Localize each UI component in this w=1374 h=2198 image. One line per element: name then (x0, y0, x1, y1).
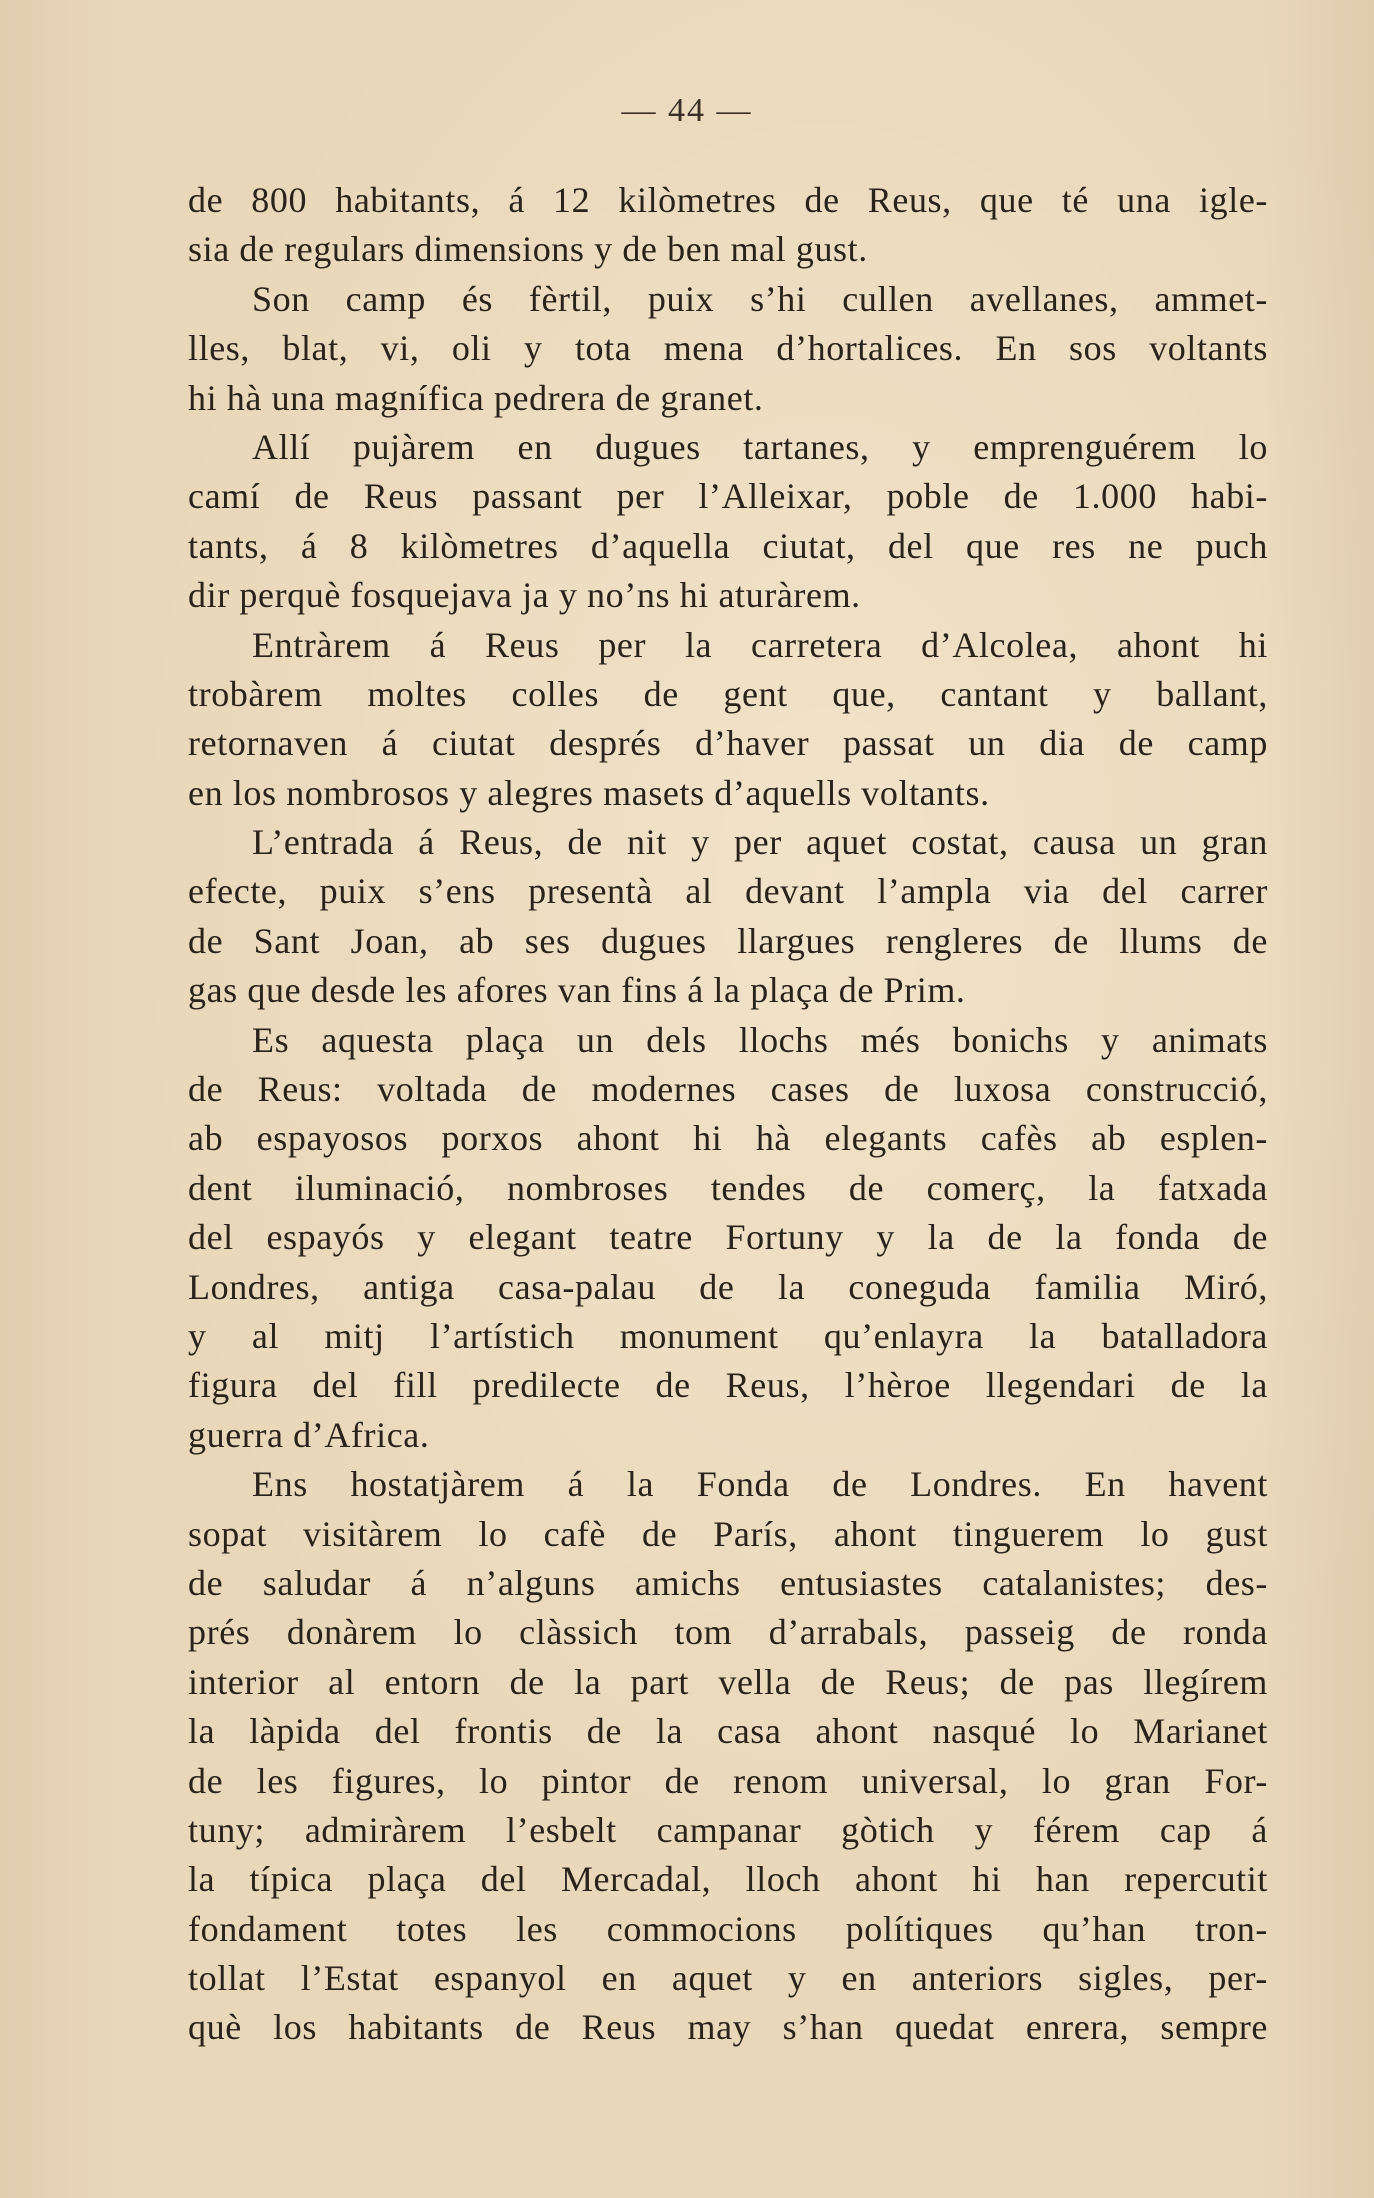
text-line: de les figures, lo pintor de renom universal, lo gran For- (188, 1760, 1268, 1801)
text-line: sia de regulars dimensions y de ben mal gust. (188, 229, 868, 270)
text-line: L’entrada á Reus, de nit y per aquet costat, causa un gran (252, 822, 1268, 863)
text-line: guerra d’Africa. (188, 1414, 430, 1455)
text-line: tollat l’Estat espanyol en aquet y en anteriors sigles, per- (188, 1958, 1268, 1999)
text-line: hi hà una magnífica pedrera de granet. (188, 377, 764, 418)
text-line: Son camp és fèrtil, puix s’hi cullen avellanes, ammet- (252, 278, 1268, 319)
text-line: gas que desde les afores van fins á la plaça de Prim. (188, 970, 966, 1011)
text-line: retornaven á ciutat després d’haver passat un dia de camp (188, 723, 1268, 764)
text-line: de Reus: voltada de modernes cases de luxosa construcció, (188, 1069, 1268, 1110)
text-line: y al mitj l’artístich monument qu’enlayra la batalladora (188, 1315, 1268, 1356)
text-line: dent iluminació, nombroses tendes de comerç, la fatxada (188, 1167, 1268, 1208)
text-line: Es aquesta plaça un dels llochs més bonichs y animats (252, 1019, 1268, 1060)
text-line: en los nombrosos y alegres masets d’aquells voltants. (188, 772, 990, 813)
text-line: dir perquè fosquejava ja y no’ns hi aturàrem. (188, 575, 861, 616)
text-line: prés donàrem lo clàssich tom d’arrabals, passeig de ronda (188, 1612, 1268, 1653)
page-number: — 44 — (621, 92, 753, 129)
text-line: figura del fill predilecte de Reus, l’hèroe llegendari de la (188, 1365, 1268, 1406)
text-line: de Sant Joan, ab ses dugues llargues rengleres de llums de (188, 920, 1268, 961)
text-line: interior al entorn de la part vella de Reus; de pas llegírem (188, 1661, 1268, 1702)
text-line: la làpida del frontis de la casa ahont nasqué lo Marianet (188, 1711, 1268, 1752)
text-line: tuny; admiràrem l’esbelt campanar gòtich y férem cap á (188, 1809, 1268, 1850)
text-line: trobàrem moltes colles de gent que, cantant y ballant, (188, 673, 1268, 714)
text-line: tants, á 8 kilòmetres d’aquella ciutat, del que res ne puch (188, 525, 1268, 566)
text-line: lles, blat, vi, oli y tota mena d’hortalices. En sos voltants (188, 328, 1268, 369)
text-line: fondament totes les commocions polítiques qu’han tron- (188, 1908, 1268, 1949)
text-line: ab espayosos porxos ahont hi hà elegants cafès ab esplen- (188, 1118, 1268, 1159)
text-line: la típica plaça del Mercadal, lloch ahont hi han repercutit (188, 1859, 1268, 1900)
text-line: camí de Reus passant per l’Alleixar, poble de 1.000 habi- (188, 476, 1268, 517)
text-line: Londres, antiga casa-palau de la coneguda familia Miró, (188, 1266, 1268, 1307)
text-line: Ens hostatjàrem á la Fonda de Londres. En havent (252, 1464, 1268, 1505)
body-text (188, 176, 1268, 2053)
text-line: Entràrem á Reus per la carretera d’Alcolea, ahont hi (252, 624, 1268, 665)
text-line: efecte, puix s’ens presentà al devant l’ampla via del carrer (188, 871, 1268, 912)
text-line: Allí pujàrem en dugues tartanes, y emprenguérem lo (252, 426, 1268, 467)
text-line: què los habitants de Reus may s’han quedat enrera, sempre (188, 2007, 1268, 2048)
text-line: de 800 habitants, á 12 kilòmetres de Reus, que té una igle- (188, 180, 1268, 220)
text-line: del espayós y elegant teatre Fortuny y la de la fonda de (188, 1217, 1268, 1258)
text-line: de saludar á n’alguns amichs entusiastes catalanistes; des- (188, 1562, 1268, 1603)
text-line: sopat visitàrem lo cafè de París, ahont tinguerem lo gust (188, 1513, 1268, 1554)
